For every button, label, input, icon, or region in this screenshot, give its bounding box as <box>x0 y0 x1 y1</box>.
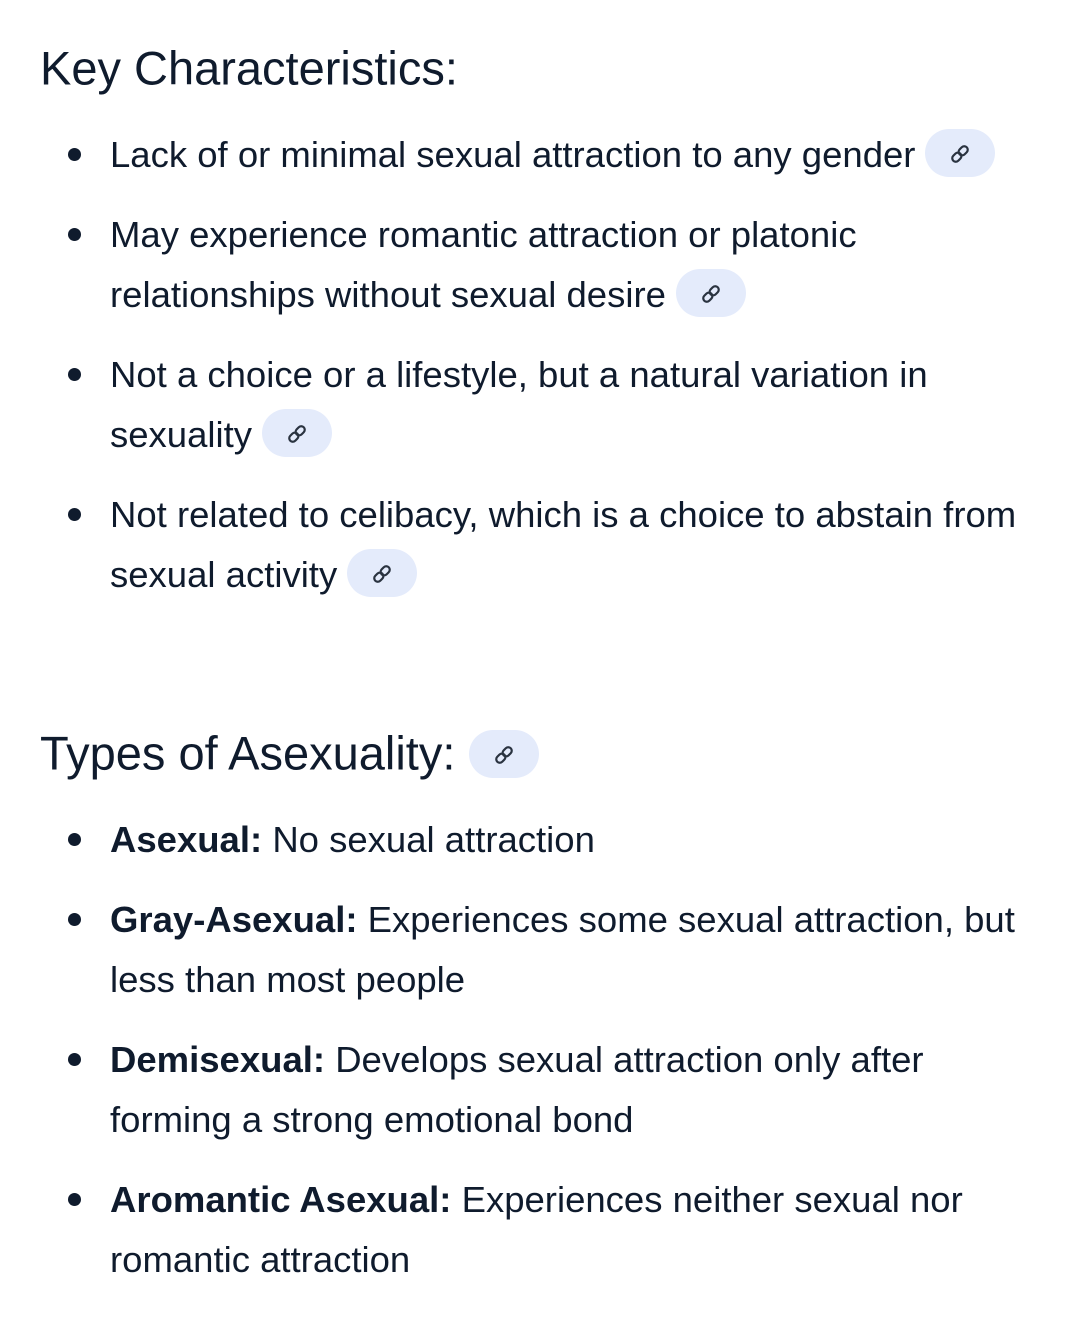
link-icon <box>699 282 723 306</box>
key-characteristics-list <box>0 125 1080 625</box>
list-item <box>0 1030 1080 1150</box>
link-icon <box>948 142 972 166</box>
list-item <box>0 890 1080 1010</box>
item-text: Experiences neither sexual nor romantic attraction <box>110 1179 963 1280</box>
section-title: Key Characteristics: <box>40 41 458 95</box>
list-item <box>0 345 1080 465</box>
item-text: Develops sexual attraction only after forming a strong emotional bond <box>110 1039 924 1140</box>
section-heading-types-of-asexuality <box>40 720 539 784</box>
link-icon <box>370 562 394 586</box>
section-heading-key-characteristics <box>40 35 458 99</box>
citation-link-button[interactable] <box>925 129 995 177</box>
item-text: Not related to celibacy, which is a choice to abstain from sexual activity <box>110 494 1017 595</box>
citation-link-button[interactable] <box>347 549 417 597</box>
list-item <box>0 205 1080 325</box>
citation-link-button[interactable] <box>262 409 332 457</box>
section-title: Types of Asexuality: <box>40 726 456 780</box>
list-item <box>0 485 1080 605</box>
item-term: Demisexual: <box>110 1039 326 1080</box>
list-item <box>0 1170 1080 1290</box>
types-of-asexuality-list <box>0 810 1080 1310</box>
item-text: May experience romantic attraction or platonic relationships without sexual desire <box>110 214 857 315</box>
list-item <box>0 810 1080 870</box>
list-item <box>0 125 1080 185</box>
link-icon <box>285 422 309 446</box>
item-text: Lack of or minimal sexual attraction to any gender <box>110 134 916 175</box>
item-text: Not a choice or a lifestyle, but a natural variation in sexuality <box>110 354 928 455</box>
citation-link-button[interactable] <box>469 730 539 778</box>
item-term: Aromantic Asexual: <box>110 1179 452 1220</box>
item-term: Asexual: <box>110 819 263 860</box>
link-icon <box>492 743 516 767</box>
item-text: Experiences some sexual attraction, but less than most people <box>110 899 1015 1000</box>
item-term: Gray-Asexual: <box>110 899 358 940</box>
item-text: No sexual attraction <box>272 819 595 860</box>
citation-link-button[interactable] <box>676 269 746 317</box>
